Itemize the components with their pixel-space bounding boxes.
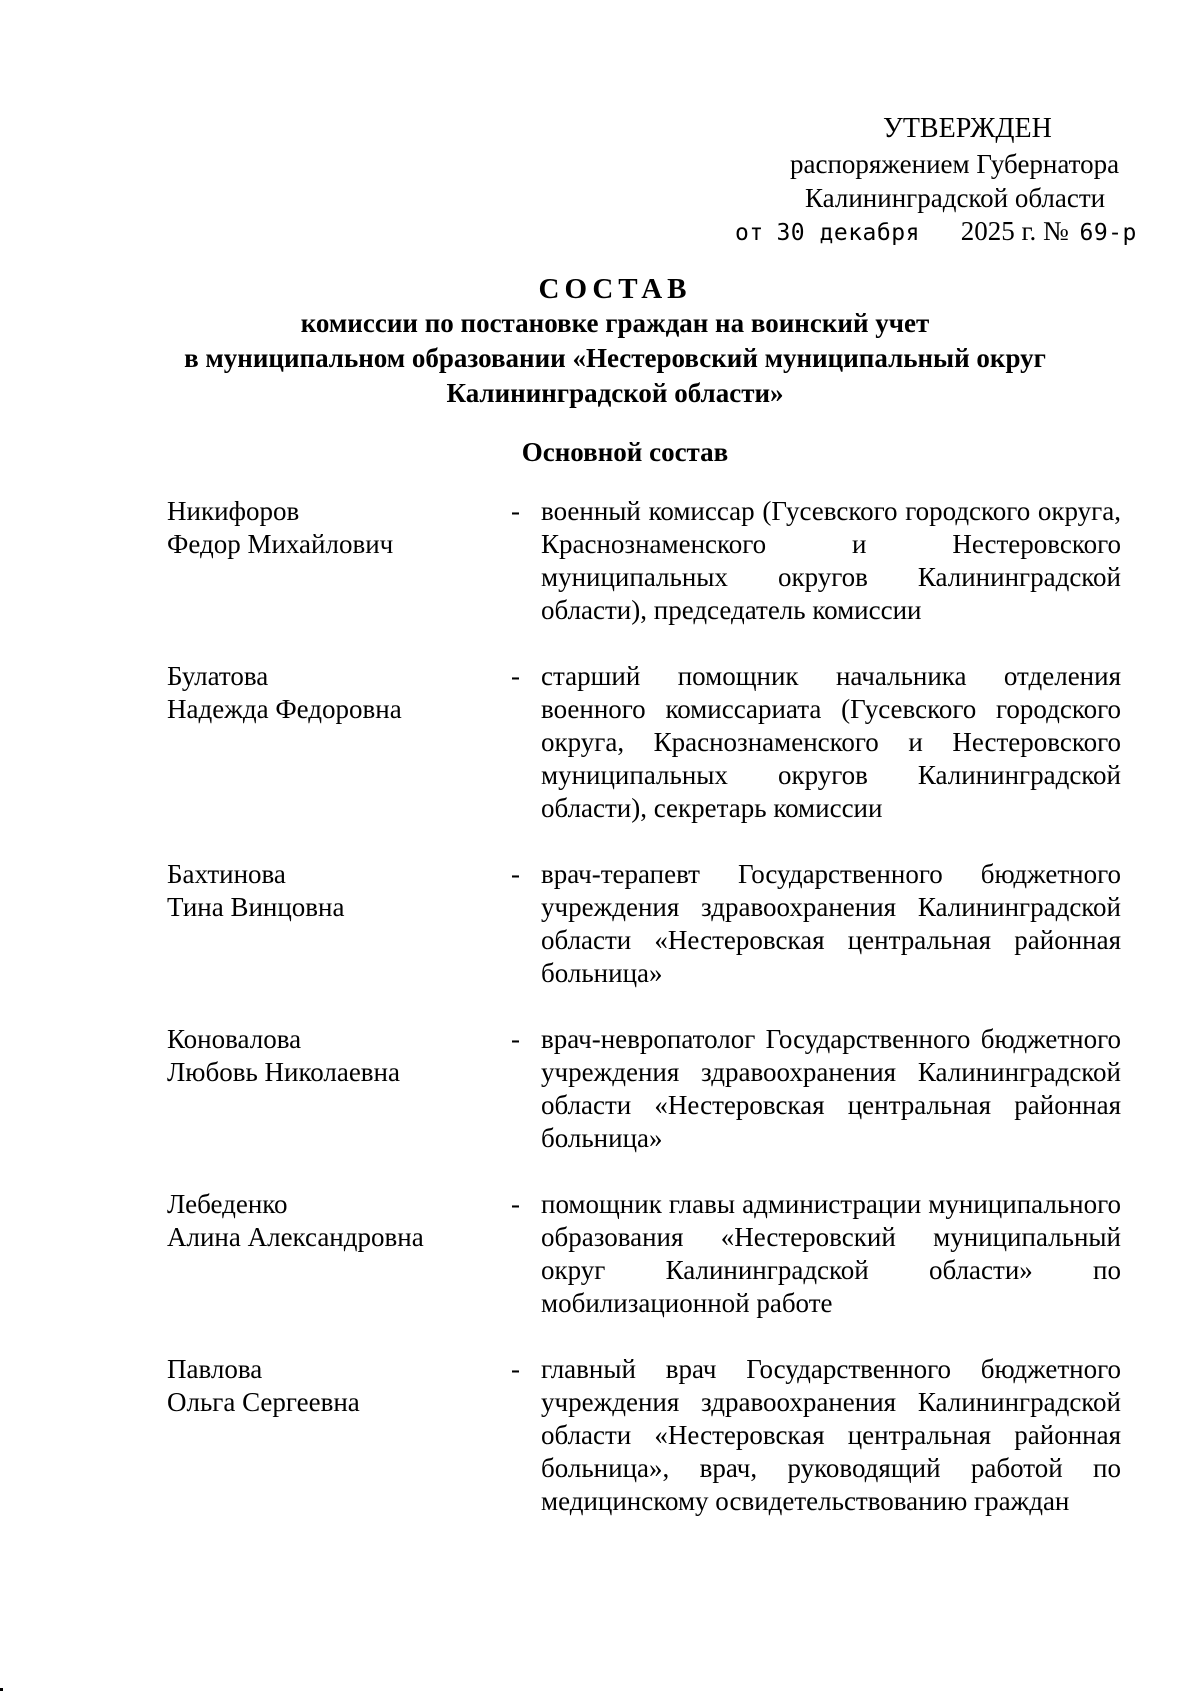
member-dash: - — [511, 1024, 520, 1054]
member-row — [167, 1188, 1127, 1320]
year-label: 2025 г. № — [960, 216, 1069, 246]
order-number: 69-р — [1079, 220, 1137, 246]
member-row — [167, 1023, 1127, 1155]
date-value: 30 декабря — [776, 220, 920, 246]
title-line-1: комиссии по постановке граждан на воинский учет — [300, 308, 930, 338]
member-dash: - — [511, 661, 520, 691]
approval-heading: УТВЕРЖДЕН — [883, 113, 1052, 144]
member-role: врач-невропатолог Государственного бюджетного учреждения здравоохранения Калининградской области «Нестеровская центральная районная больница» — [541, 1024, 1121, 1153]
approval-order: распоряжением Губернатора — [790, 149, 1120, 179]
member-dash: - — [511, 496, 520, 526]
title-block — [140, 272, 1070, 411]
member-role: военный комиссар (Гусевского городского округа, Краснознаменского и Нестеровского муниципальных округов Калининградской области), председатель комиссии — [541, 496, 1121, 625]
member-dash: - — [511, 1189, 520, 1219]
member-surname: Бахтинова — [167, 859, 286, 889]
member-surname: Павлова — [167, 1354, 263, 1384]
member-row — [167, 858, 1127, 990]
document-title: СОСТАВ — [538, 273, 692, 305]
member-name — [167, 858, 507, 990]
member-given-name: Ольга Сергеевна — [167, 1387, 360, 1417]
member-dash: - — [511, 859, 520, 889]
member-row — [167, 495, 1127, 627]
member-role: главный врач Государственного бюджетного учреждения здравоохранения Калининградской области «Нестеровская центральная районная больница», врач, руководящий работой по медицинскому освидетельствованию граждан — [541, 1354, 1121, 1516]
member-surname: Лебеденко — [167, 1189, 288, 1219]
member-name — [167, 495, 507, 627]
title-line-2: в муниципальном образовании «Нестеровский муниципальный округ — [184, 343, 1046, 373]
member-surname: Булатова — [167, 661, 269, 691]
approval-date-line — [735, 215, 1137, 250]
member-surname: Коновалова — [167, 1024, 302, 1054]
member-name — [167, 1353, 507, 1518]
member-role: старший помощник начальника отделения военного комиссариата (Гусевского городского округа, Краснознаменского и Нестеровского муниципальных округов Калининградской области), секретарь комиссии — [541, 661, 1121, 823]
member-row — [167, 1353, 1127, 1518]
member-given-name: Тина Винцовна — [167, 892, 345, 922]
member-given-name: Алина Александровна — [167, 1222, 424, 1252]
member-name — [167, 660, 507, 825]
member-dash: - — [511, 1354, 520, 1384]
member-given-name: Любовь Николаевна — [167, 1057, 400, 1087]
member-name — [167, 1188, 507, 1320]
member-name — [167, 1023, 507, 1155]
section-title: Основной состав — [521, 437, 729, 467]
member-given-name: Надежда Федоровна — [167, 694, 402, 724]
scan-mark — [0, 1688, 3, 1691]
member-given-name: Федор Михайлович — [167, 529, 394, 559]
approval-region: Калининградской области — [805, 183, 1106, 213]
date-prefix: от — [735, 220, 764, 246]
member-surname: Никифоров — [167, 496, 300, 526]
member-role: помощник главы администрации муниципального образования «Нестеровский муниципальный округ Калининградской области» по мобилизационной работе — [541, 1189, 1121, 1318]
title-line-3: Калининградской области» — [446, 378, 784, 408]
members-list — [167, 495, 1127, 1518]
member-row — [167, 660, 1127, 825]
member-role: врач-терапевт Государственного бюджетного учреждения здравоохранения Калининградской области «Нестеровская центральная районная больница» — [541, 859, 1121, 988]
